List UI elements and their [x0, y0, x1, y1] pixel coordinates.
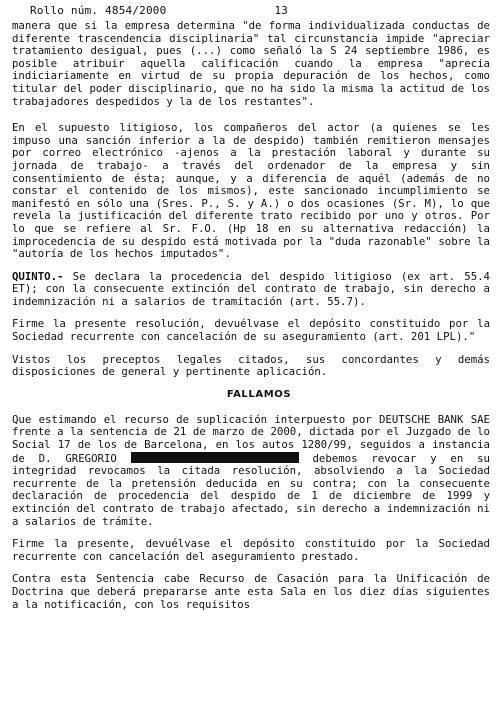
- section-heading-fallamos: FALLAMOS: [226, 388, 292, 400]
- quinto-label: QUINTO.-: [12, 269, 64, 283]
- fallo-text-end: debemos revocar y en su integridad revocamos la citada resolución, absolviendo a la Sociedad recurrente de la pretensión deducida en su contra; con la consecuente declaración de procedencia del despido de 1 de diciembre de 1999 y extinción del contrato de trabajo afectado, sin derecho a indemnización ni a salarios de trámite.: [12, 451, 490, 528]
- redaction-bar: [131, 452, 299, 463]
- page-number: 13: [274, 4, 289, 17]
- fallo-text-start: Que estimando el recurso de suplicación interpuesto por DEUTSCHE BANK SAE frente a la sentencia de 21 de marzo de 2000, dictada por el Juzgado de lo Social 17 de los de Barcelona, en los autos 1280/99, seguidos a instancia de D. GREGORIO: [12, 412, 490, 465]
- paragraph-quote: manera que si la empresa determina "de forma individualizada conductas de diferente trascendencia disciplinaria" tal circunstancia impide "apreciar tratamiento desigual, pues (...) como señaló la S 24 septiembre 1986, es posible atribuir aquella calificación cuando la empresa "aprecia indiciariamente en virtud de su propia depuración de los hechos, como titular del poder disciplinario, que no ha sido la misma la actitud de los trabajadores despedidos y la de los restantes".: [12, 19, 490, 108]
- paragraph-quinto: [12, 271, 490, 309]
- page-header: [12, 4, 490, 20]
- paragraph-firme-presente: Firme la presente, devuélvase el depósito constituido por la Sociedad recurrente con cancelación del aseguramiento prestado.: [12, 537, 490, 563]
- paragraph-supuesto: En el supuesto litigioso, los compañeros del actor (a quienes se les impuso una sanción inferior a la de despido) también remitieron mensajes por correo electrónico -ajenos a la prestación laboral y durante su jornada de trabajo- a través del ordenador de la empresa y sin consentimiento de ésta; aunque, y a diferencia de aquél (además de no constar el contenido de los mismos), este sancionado incumplimiento se manifestó en sólo una (Sres. P., S. y A.) o dos ocasiones (Sr. M), lo que revela la justificación del diferente trato recibido por uno y otros. Por lo que se refiere al Sr. F.O. (Hp 18 en su alternativa redacción) la improcedencia de su despido está motivada por la "duda razonable" sobre la "autoría de los hechos imputados".: [12, 121, 490, 261]
- quinto-text: Se declara la procedencia del despido litigioso (ex art. 55.4 ET); con la consecuente extinción del contrato de trabajo, sin derecho a indemnización ni a salarios de tramitación (art. 55.7).: [12, 269, 490, 308]
- paragraph-firme-resolucion: Firme la presente resolución, devuélvase el depósito constituido por la Sociedad recurrente con cancelación de su aseguramiento (art. 201 LPL).": [12, 317, 490, 344]
- case-reference: Rollo núm. 4854/2000: [30, 4, 167, 17]
- paragraph-fallo: [12, 414, 490, 528]
- paragraph-recurso-casacion: Contra esta Sentencia cabe Recurso de Casación para la Unificación de Doctrina que deberá prepararse ante esta Sala en los diez días siguientes a la notificación, con los requisitos: [12, 572, 490, 611]
- paragraph-vistos: Vistos los preceptos legales citados, sus concordantes y demás disposiciones de general y pertinente aplicación.: [12, 352, 490, 379]
